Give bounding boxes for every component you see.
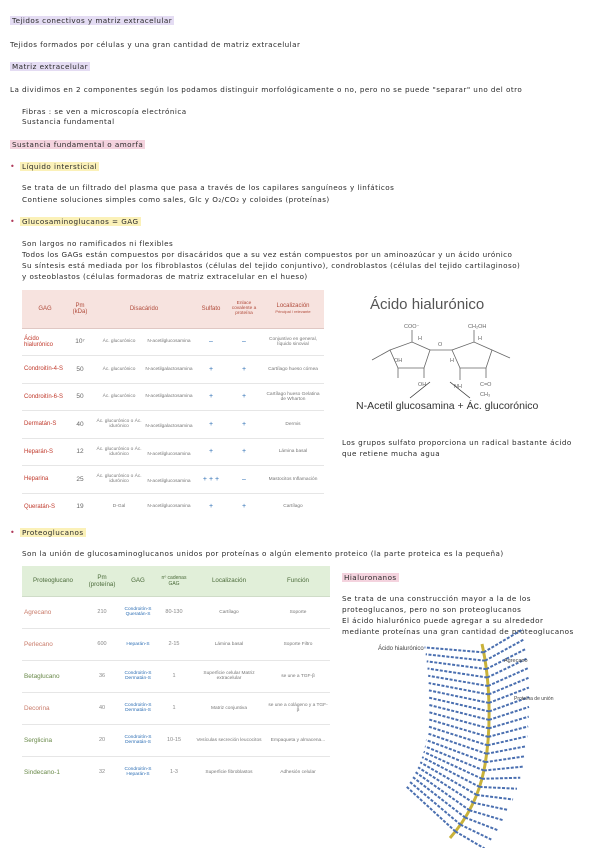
pg-pm: 36 — [84, 660, 120, 692]
hialuronico-note-2: que retiene mucha agua — [342, 449, 441, 458]
pg-header-cadenas: nº cadenas GAG — [156, 566, 192, 596]
gag-dis2: N-acetilglucosamina — [147, 479, 191, 485]
pg-pm: 20 — [84, 724, 120, 756]
pg-cadenas: 1-3 — [156, 756, 192, 788]
gag-loc: Cartílago hueso Gelatina de Wharton — [262, 383, 324, 411]
pg-header-localizacion: Localización — [192, 566, 266, 596]
pg-cadenas: 1 — [156, 660, 192, 692]
agrecano-bristle — [488, 736, 528, 745]
gag-sulfato: + — [196, 356, 226, 384]
agrecano-bristle — [482, 778, 520, 779]
liquido-text-2: Contiene soluciones simples como sales, Glc y O₂/CO₂ y coloides (proteínas) — [22, 195, 330, 204]
table-row — [22, 466, 324, 494]
gag-enlace: – — [226, 466, 262, 494]
label-agrecano: Agrecano — [504, 658, 528, 664]
pg-header-proteoglucano: Proteoglucano — [22, 566, 84, 596]
agrecano-bristle — [429, 690, 489, 703]
table-row — [22, 596, 330, 628]
svg-text:NH: NH — [454, 384, 462, 390]
pg-gag: Condroitín-S Queratán-S — [120, 596, 156, 628]
gag-loc: Dermis — [262, 411, 324, 439]
table-row — [22, 328, 324, 356]
hialuronanos-text-1: Se trata de una construcción mayor a la de los — [342, 594, 531, 603]
gag-sulfato: + — [196, 438, 226, 466]
gag-pm: 25 — [68, 466, 92, 494]
agrecano-bristle — [487, 746, 527, 754]
matriz-text: La dividimos en 2 componentes según los podamos distinguir morfológicamente o no, pero no se puede "separar" uno del otro — [10, 85, 523, 94]
gag-enlace: + — [226, 383, 262, 411]
gag-dis1: Ác. glucurónico — [102, 366, 136, 372]
label-proteina: Proteína de unión — [514, 696, 554, 702]
pg-header-funcion: Función — [266, 566, 330, 596]
table-row — [22, 660, 330, 692]
gag-dis2: N-acetilglucosamina — [147, 504, 191, 510]
section-sustancia: Sustancia fundamental o amorfa — [12, 140, 144, 149]
proteoglucano-aggregate-diagram — [372, 640, 554, 840]
gag-dis1: Ác. glucurónico o Ác. idurónico — [96, 419, 142, 430]
pg-cadenas: 2-15 — [156, 628, 192, 660]
gag-sulfato: – — [196, 328, 226, 356]
gag-dis1: Ác. glucurónico o Ác. idurónico — [96, 446, 142, 457]
label-hialuronico: Ácido hialurónico — [378, 646, 424, 652]
pg-gag: Condroitín-S Dermatán-S — [120, 660, 156, 692]
agrecano-bristle — [410, 782, 461, 825]
pg-cadenas: 1 — [156, 692, 192, 724]
table-row — [22, 438, 324, 466]
pg-name: Agrecano — [22, 596, 84, 628]
pg-loc: Superficie fibroblastos — [192, 756, 266, 788]
gag-text-4: y osteoblastos (células formadoras de matriz extracelular en el hueso) — [22, 272, 308, 281]
gag-header-localizacion-label: Localización — [276, 302, 310, 309]
gag-pm: 12 — [68, 438, 92, 466]
table-row — [22, 411, 324, 439]
gag-text-3: Su síntesis está mediada por los fibroblastos (células del tejido conjuntivo), condroblastos (células del tejido cartilaginoso) — [22, 261, 521, 270]
table-row — [22, 383, 324, 411]
pg-header-gag: GAG — [120, 566, 156, 596]
gag-name: Dermatán-S — [22, 411, 68, 439]
agrecano-bristle — [428, 719, 488, 737]
liquido-heading: Líquido intersticial — [22, 162, 98, 171]
pg-loc: Cartílago — [192, 596, 266, 628]
gag-header-disacarido: Disacárido — [92, 290, 196, 328]
gag-heading: Glucosaminoglucanos = GAG — [22, 217, 139, 226]
gag-pm: 50 — [68, 356, 92, 384]
hialuronanos-text-2: proteoglucanos, pero no son proteoglucanos — [342, 605, 522, 614]
gag-dis1: Ác. glucurónico o Ác. idurónico — [96, 474, 142, 485]
hialuronico-note-1: Los grupos sulfato proporciona un radical bastante ácido — [342, 438, 572, 447]
pg-funcion: Soporte — [266, 596, 330, 628]
gag-dis1: Ác. glucurónico — [102, 394, 136, 400]
proteoglucanos-heading: Proteoglucanos — [22, 528, 84, 537]
section-matriz: Matriz extracelular — [12, 62, 88, 71]
bullet-icon: • — [10, 528, 15, 537]
bullet-icon: • — [10, 217, 15, 226]
table-row — [22, 493, 324, 520]
gag-name: Queratán-S — [22, 493, 68, 520]
gag-header-sulfato: Sulfato — [196, 290, 226, 328]
bullet-icon: • — [10, 162, 15, 171]
hialuronico-structure-diagram — [360, 318, 520, 402]
agrecano-bristle — [480, 787, 517, 789]
gag-dis1: Ác. glucurónico — [102, 339, 136, 345]
pg-funcion: se une a TGF-β — [266, 660, 330, 692]
gag-pm: 50 — [68, 383, 92, 411]
gag-header-localizacion-sub: Principal / relevante — [275, 308, 311, 314]
gag-name: Ácido hialurónico — [22, 328, 68, 356]
pg-funcion: Adhesión celular — [266, 756, 330, 788]
pg-gag: Condroitín-S Heparán-S — [120, 756, 156, 788]
pg-gag: Condroitín-S Dermatán-S — [120, 724, 156, 756]
gag-name: Condroitín-6-S — [22, 383, 68, 411]
hialuronanos-text-3: El ácido hialurónico puede agregar a su alrededor — [342, 616, 544, 625]
table-row — [22, 756, 330, 788]
pg-header-pm: Pm (proteína) — [84, 566, 120, 596]
gag-dis2: N-acetilgalactosamina — [145, 394, 193, 400]
pg-loc: Superficie celular Matriz extracelular — [192, 660, 266, 692]
pg-funcion: Empaqueta y almacena... — [266, 724, 330, 756]
agrecano-bristle — [425, 647, 484, 652]
sustancia-text: Sustancia fundamental — [22, 117, 115, 126]
pg-name: Decorina — [22, 692, 84, 724]
gag-enlace: + — [226, 356, 262, 384]
agrecano-bristle — [485, 756, 524, 762]
gag-enlace: + — [226, 438, 262, 466]
pg-gag: Condroitín-S Dermatán-S — [120, 692, 156, 724]
agrecano-bristle — [489, 678, 529, 695]
gag-enlace: + — [226, 411, 262, 439]
pg-cadenas: 80-130 — [156, 596, 192, 628]
gag-header-enlace: Enlace covalente a proteína — [226, 290, 262, 328]
gag-sulfato: + — [196, 493, 226, 520]
gag-pm: 40 — [68, 411, 92, 439]
svg-text:CH₂OH: CH₂OH — [468, 324, 487, 330]
gag-loc: Cartílago hueso córnea — [262, 356, 324, 384]
gag-dis2: N-acetilgalactosamina — [145, 366, 193, 372]
gag-sulfato: + — [196, 383, 226, 411]
agrecano-bristle — [469, 810, 503, 820]
pg-loc: Lámina basal — [192, 628, 266, 660]
liquido-text-1: Se trata de un filtrado del plasma que pasa a través de los capilares sanguíneos y linfáticos — [22, 183, 395, 192]
agrecano-bristle — [429, 712, 489, 728]
svg-text:OH: OH — [418, 382, 427, 388]
agrecano-bristle — [406, 786, 455, 831]
pg-gag: Heparán-S — [120, 628, 156, 660]
pg-pm: 210 — [84, 596, 120, 628]
gag-loc: Cartílago — [262, 493, 324, 520]
pg-loc: Matriz conjuntiva — [192, 692, 266, 724]
gag-table — [22, 290, 324, 520]
agrecano-bristle — [427, 661, 487, 669]
pg-name: Sindecano-1 — [22, 756, 84, 788]
svg-text:O: O — [438, 342, 443, 348]
agrecano-bristle — [477, 795, 513, 800]
pg-funcion: Soporte Filtro — [266, 628, 330, 660]
gag-pm: 19 — [68, 493, 92, 520]
gag-dis2: N-acetilglucosamina — [147, 451, 191, 457]
pg-name: Perlecano — [22, 628, 84, 660]
pg-pm: 40 — [84, 692, 120, 724]
svg-text:H: H — [418, 336, 422, 342]
agrecano-bristle — [484, 767, 523, 771]
hialuronico-caption: N-Acetil glucosamina + Ác. glucorónico — [356, 400, 539, 412]
gag-header-pm: Pm (kDa) — [68, 290, 92, 328]
svg-text:COO⁻: COO⁻ — [404, 324, 420, 330]
svg-text:H: H — [450, 358, 454, 364]
gag-sulfato: + — [196, 411, 226, 439]
pg-name: Serglicina — [22, 724, 84, 756]
agrecano-bristle — [426, 654, 485, 660]
gag-sulfato: + + + — [196, 466, 226, 494]
gag-header-gag: GAG — [22, 290, 68, 328]
proteoglucanos-text: Son la unión de glucosaminoglucanos unidos por proteínas o algún elemento proteico (la parte proteica es la pequeña) — [22, 549, 504, 558]
agrecano-bristle — [488, 668, 528, 686]
gag-dis2: N-acetilgalactosamina — [145, 424, 193, 430]
gag-name: Heparina — [22, 466, 68, 494]
agrecano-bristle — [455, 831, 484, 848]
svg-text:CH₃: CH₃ — [480, 392, 491, 398]
agrecano-bristle — [429, 698, 489, 712]
table-row — [22, 692, 330, 724]
table-row — [22, 724, 330, 756]
gag-loc: Mastocitos Inflamación — [262, 466, 324, 494]
svg-text:C=O: C=O — [480, 382, 492, 388]
agrecano-bristle — [428, 726, 488, 745]
pg-pm: 32 — [84, 756, 120, 788]
gag-enlace: + — [226, 493, 262, 520]
hialuronanos-text-4: mediante proteínas una gran cantidad de proteoglucanos — [342, 627, 574, 636]
pg-funcion: se une a colágeno y a TGF-β — [266, 692, 330, 724]
pg-cadenas: 10-15 — [156, 724, 192, 756]
gag-header-localizacion — [262, 290, 324, 328]
svg-text:H: H — [478, 336, 482, 342]
gag-pm: 10⁷ — [68, 328, 92, 356]
gag-text-1: Son largos no ramificados ni flexibles — [22, 239, 174, 248]
table-row — [22, 628, 330, 660]
gag-dis1: D-Gal — [112, 504, 126, 510]
gag-name: Heparán-S — [22, 438, 68, 466]
gag-text-2: Todos los GAGs están compuestos por disacáridos que a su vez están compuestos por un aminoazúcar y un ácido urónico — [22, 250, 513, 259]
hialuronanos-heading: Hialuronanos — [344, 573, 397, 582]
svg-text:OH: OH — [394, 358, 403, 364]
gag-loc: Conjuntivo en general, líquido sinovial — [262, 328, 324, 356]
page-title: Tejidos conectivos y matriz extracelular — [12, 16, 173, 25]
fibras-text: Fibras : se ven a microscopía electrónica — [22, 107, 187, 116]
hialuronico-title: Ácido hialurónico — [370, 296, 485, 313]
agrecano-bristle — [473, 803, 508, 810]
agrecano-bristle — [429, 705, 489, 720]
pg-name: Betaglucano — [22, 660, 84, 692]
table-row — [22, 356, 324, 384]
intro-text: Tejidos formados por células y una gran cantidad de matriz extracelular — [10, 40, 301, 49]
proteoglucano-table — [22, 566, 330, 788]
pg-loc: Vesículas secreción leucocitos — [192, 724, 266, 756]
agrecano-bristle — [488, 726, 528, 736]
agrecano-bristle — [418, 767, 473, 802]
gag-loc: Lámina basal — [262, 438, 324, 466]
gag-dis2: N-acetilglucosamina — [147, 339, 191, 345]
gag-name: Condroitín-4-S — [22, 356, 68, 384]
pg-pm: 600 — [84, 628, 120, 660]
gag-enlace: – — [226, 328, 262, 356]
